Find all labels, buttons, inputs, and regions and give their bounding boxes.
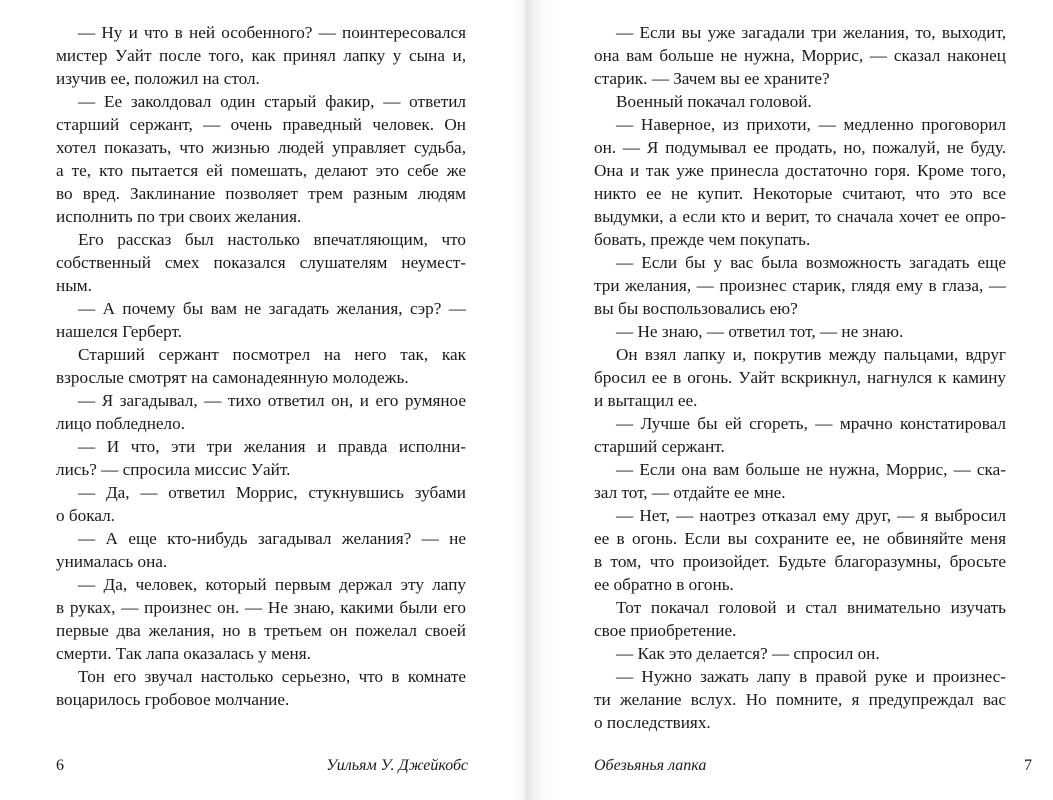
text-line: три желания, — произнес старик, глядя ему в глаза, — <box>594 276 1006 295</box>
text-line: Она и так уже принесла достаточно горя. Кроме того, <box>594 161 1006 180</box>
text-line: воцарилось гробовое молчание. <box>56 690 290 709</box>
text-line: о бокал. <box>56 506 115 525</box>
text-line: лись? — спросила миссис Уайт. <box>56 460 291 479</box>
text-line: ее в огонь. Если вы сохраните ее, не обвиняйте меня <box>594 529 1006 548</box>
text-line: в том, что произойдет. Будьте благоразумны, бросьте <box>594 552 1006 571</box>
text-line: собственный смех показался слушателям неумест- <box>56 253 466 272</box>
text-line: — Не знаю, — ответил тот, — не знаю. <box>616 322 904 341</box>
left-page <box>0 0 526 800</box>
left-page-text <box>56 21 466 711</box>
text-line: — А почему бы вам не загадать желания, сэр? — <box>78 299 466 318</box>
text-line: и вытащил ее. <box>594 391 698 410</box>
text-line: Он взял лапку и, покрутив между пальцами, вдруг <box>616 345 1006 364</box>
text-line: взрослые смотрят на самонадеянную молодежь. <box>56 368 409 387</box>
left-running-head: Уильям У. Джейкобс <box>326 757 468 774</box>
text-line: Его рассказ был настолько впечатляющим, что <box>78 230 466 249</box>
text-line: — Ее заколдовал один старый факир, — ответил <box>78 92 466 111</box>
text-line: мистер Уайт после того, как принял лапку у сына и, <box>56 46 466 65</box>
text-line: унималась она. <box>56 552 168 571</box>
text-line: бовать, прежде чем покупать. <box>594 230 811 249</box>
text-line: старик. — Зачем вы ее храните? <box>594 69 830 88</box>
text-line: изучив ее, положил на стол. <box>56 69 260 88</box>
text-line: — Если вы уже загадали три желания, то, выходит, <box>616 23 1006 42</box>
text-line: — И что, эти три желания и правда исполни- <box>78 437 466 456</box>
right-page-text <box>594 21 1006 734</box>
text-line: выдумки, а если кто и верит, то сначала хочет ее опро- <box>594 207 1006 226</box>
text-line: во вред. Заклинание позволяет трем разным людям <box>56 184 466 203</box>
text-line: а те, кто пытается ей помешать, делают это себе же <box>56 161 466 180</box>
text-line: смерти. Так лапа оказалась у меня. <box>56 644 311 663</box>
text-line: свое приобретение. <box>594 621 737 640</box>
text-line: хотел показать, что жизнью людей управляет судьба, <box>56 138 466 157</box>
text-line: о последствиях. <box>594 713 711 732</box>
text-line: зал тот, — отдайте ее мне. <box>594 483 786 502</box>
text-line: старший сержант, — очень праведный человек. Он <box>56 115 466 134</box>
text-line: вы бы воспользовались ею? <box>594 299 798 318</box>
text-line: — Наверное, из прихоти, — медленно проговорил <box>616 115 1006 134</box>
text-line: первые два желания, но в третьем он пожелал своей <box>56 621 466 640</box>
text-line: — Ну и что в ней особенного? — поинтересовался <box>78 23 466 42</box>
text-line: — А еще кто-нибудь загадывал желания? — не <box>78 529 466 548</box>
text-line: она вам больше не нужна, Моррис, — сказал наконец <box>594 46 1006 65</box>
text-line: — Нет, — наотрез отказал ему друг, — я выбросил <box>616 506 1006 525</box>
text-line: в руках, — произнес он. — Не знаю, какими были его <box>56 598 466 617</box>
text-line: Военный покачал головой. <box>616 92 812 111</box>
text-line: Старший сержант посмотрел на него так, как <box>78 345 466 364</box>
text-line: — Лучше бы ей сгореть, — мрачно констатировал <box>616 414 1006 433</box>
right-page-number: 7 <box>1024 757 1032 774</box>
text-line: — Нужно зажать лапу в правой руке и произнес- <box>616 667 1006 686</box>
right-page <box>526 0 1052 800</box>
text-line: ее обратно в огонь. <box>594 575 734 594</box>
text-line: никто ее не купит. Некоторые считают, что это все <box>594 184 1006 203</box>
left-page-number: 6 <box>56 757 64 774</box>
text-line: — Да, — ответил Моррис, стукнувшись зубами <box>78 483 466 502</box>
text-line: Тон его звучал настолько серьезно, что в комнате <box>78 667 466 686</box>
text-line: ным. <box>56 276 92 295</box>
text-line: Тот покачал головой и стал внимательно изучать <box>616 598 1006 617</box>
text-line: старший сержант. <box>594 437 725 456</box>
text-line: лицо побледнело. <box>56 414 185 433</box>
text-line: — Если она вам больше не нужна, Моррис, — ска- <box>616 460 1006 479</box>
text-line: — Я загадывал, — тихо ответил он, и его румяное <box>78 391 466 410</box>
text-line: — Как это делается? — спросил он. <box>616 644 880 663</box>
text-line: бросил ее в огонь. Уайт вскрикнул, нагнулся к камину <box>594 368 1006 387</box>
text-line: ти желание вслух. Но помните, я предупреждал вас <box>594 690 1006 709</box>
right-running-head: Обезьянья лапка <box>594 757 707 774</box>
text-line: — Если бы у вас была возможность загадать еще <box>616 253 1006 272</box>
text-line: нашелся Герберт. <box>56 322 182 341</box>
text-line: он. — Я подумывал ее продать, но, пожалуй, не буду. <box>594 138 1006 157</box>
text-line: — Да, человек, который первым держал эту лапу <box>78 575 466 594</box>
text-line: исполнить по три своих желания. <box>56 207 302 226</box>
